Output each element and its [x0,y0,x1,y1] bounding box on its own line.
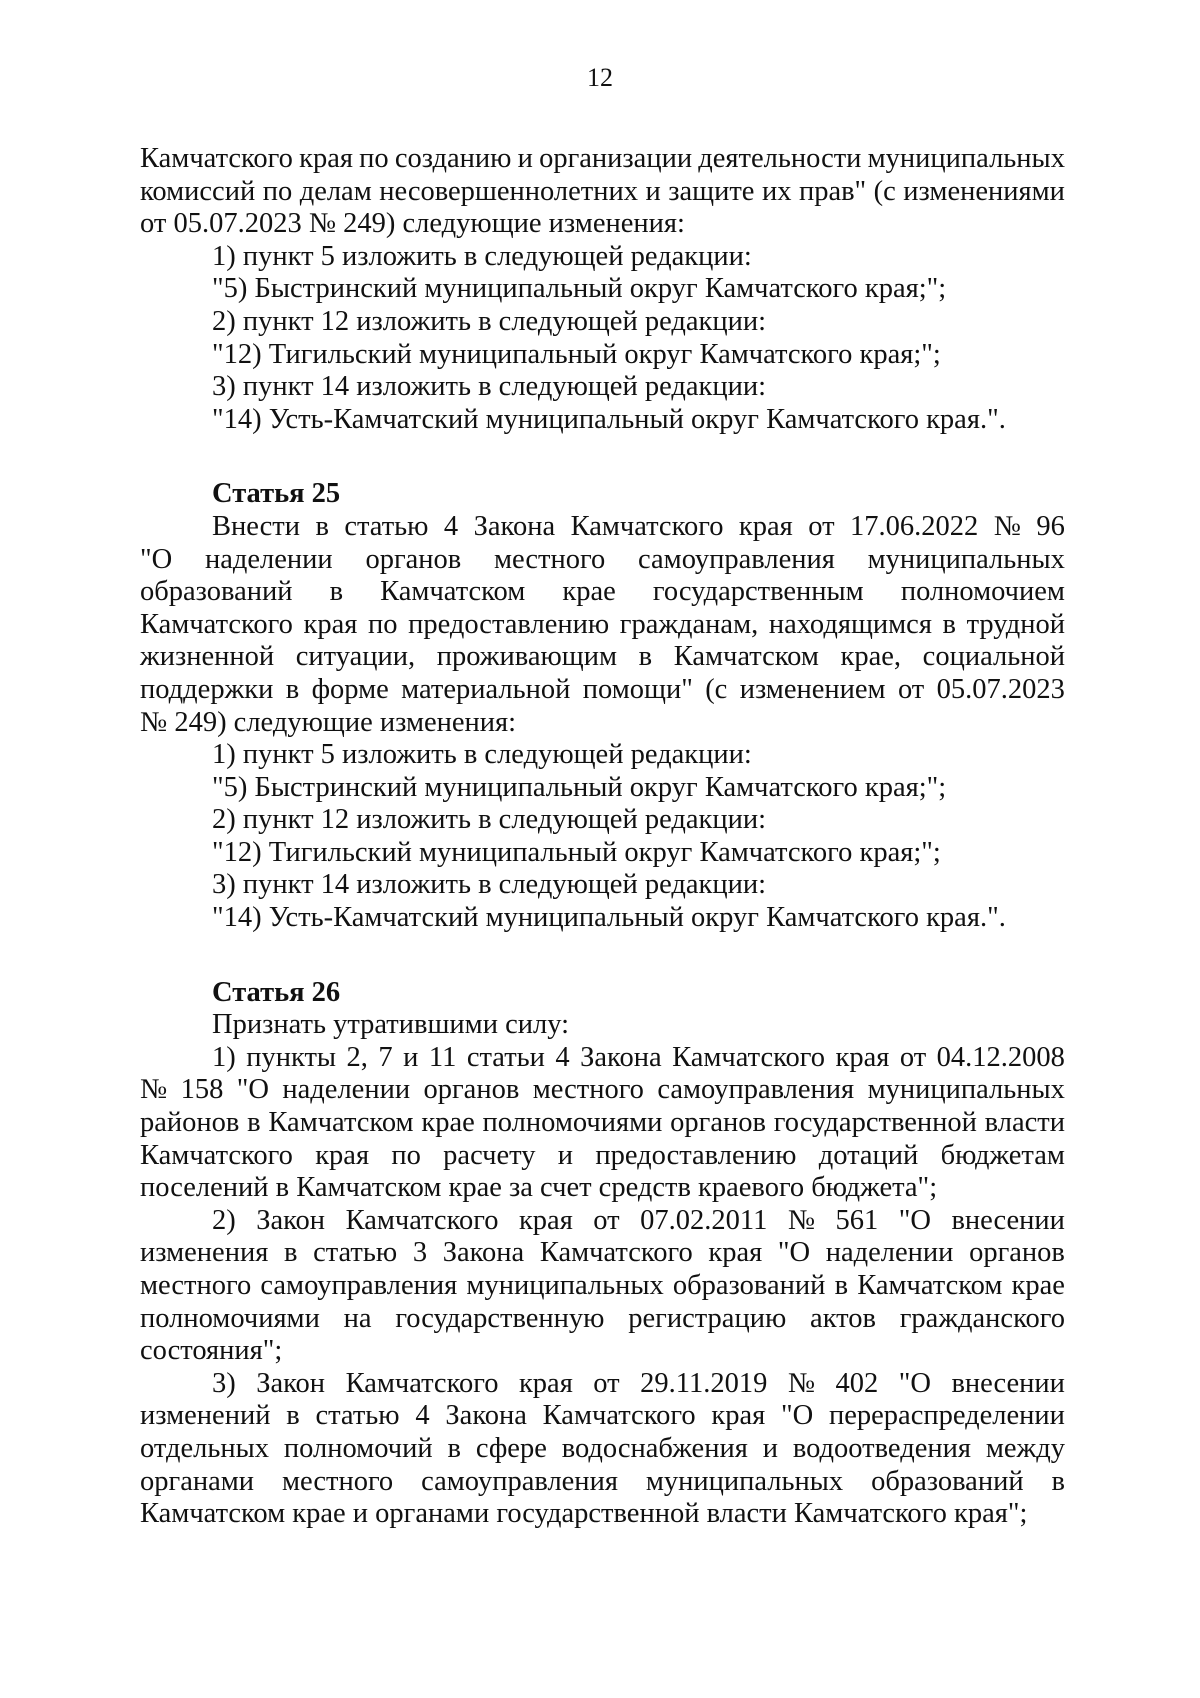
paragraph-line: состояния"; [140,1335,283,1367]
paragraph-line: Камчатского края по расчету и предоставлению дотаций бюджетам [140,1139,1065,1171]
list-item: "5) Быстринский муниципальный округ Камчатского края;"; [212,771,947,803]
paragraph-line: Внести в статью 4 Закона Камчатского края от 17.06.2022 № 96 [212,510,1065,542]
list-item: "5) Быстринский муниципальный округ Камчатского края;"; [212,273,947,305]
page-number: 12 [587,63,613,92]
paragraph-line: изменения в статью 3 Закона Камчатского края "О наделении органов [140,1237,1065,1269]
paragraph-line: Камчатском крае и органами государственной власти Камчатского края"; [140,1498,1028,1530]
list-item: 3) пункт 14 изложить в следующей редакции: [212,371,767,403]
list-item: 1) пункт 5 изложить в следующей редакции: [212,739,752,771]
list-item: 2) пункт 12 изложить в следующей редакции: [212,804,767,836]
article-26-heading: Статья 26 [212,976,341,1008]
list-item: "14) Усть-Камчатский муниципальный округ Камчатского края.". [212,902,1006,934]
paragraph-line: жизненной ситуации, проживающим в Камчатском крае, социальной [140,641,1065,673]
paragraph-line: отдельных полномочий в сфере водоснабжения и водоотведения между [140,1432,1065,1464]
paragraph-line: поддержки в форме материальной помощи" (с изменением от 05.07.2023 [140,673,1065,705]
list-item: "12) Тигильский муниципальный округ Камчатского края;"; [212,338,941,370]
paragraph-line: органами местного самоуправления муниципальных образований в [140,1465,1065,1497]
paragraph-line: "О наделении органов местного самоуправления муниципальных [140,543,1065,575]
spacer [140,436,1065,478]
paragraph-line: комиссий по делам несовершеннолетних и защите их прав" (с изменениями [140,175,1065,207]
paragraph-line: Камчатского края по предоставлению гражданам, находящимся в трудной [140,608,1065,640]
paragraph-line: изменений в статью 4 Закона Камчатского края "О перераспределении [140,1400,1065,1432]
paragraph-line: 1) пункты 2, 7 и 11 статьи 4 Закона Камчатского края от 04.12.2008 [212,1041,1065,1073]
paragraph-line: Камчатского края по созданию и организации деятельности муниципальных [140,143,1065,174]
paragraph-line: полномочиями на государственную регистрацию актов гражданского [140,1302,1065,1334]
document-body [140,143,1065,1531]
list-item: 3) пункт 14 изложить в следующей редакции: [212,869,767,901]
list-item: 2) пункт 12 изложить в следующей редакции: [212,305,767,337]
paragraph-line: 3) Закон Камчатского края от 29.11.2019 № 402 "О внесении [212,1367,1065,1399]
list-item: "12) Тигильский муниципальный округ Камчатского края;"; [212,836,941,868]
list-item: "14) Усть-Камчатский муниципальный округ Камчатского края.". [212,403,1006,435]
paragraph-line: Признать утратившими силу: [212,1009,569,1041]
paragraph-line: образований в Камчатском крае государственным полномочием [140,576,1065,608]
paragraph-line: от 05.07.2023 № 249) следующие изменения: [140,208,685,240]
paragraph-line: № 158 "О наделении органов местного самоуправления муниципальных [140,1074,1065,1106]
paragraph-line: районов в Камчатском крае полномочиями органов государственной власти [140,1107,1065,1139]
paragraph-line: № 249) следующие изменения: [140,706,517,738]
paragraph-line: местного самоуправления муниципальных образований в Камчатском крае [140,1270,1065,1301]
paragraph-line: поселений в Камчатском крае за счет средств краевого бюджета"; [140,1172,938,1204]
spacer [140,935,1065,977]
article-25-heading: Статья 25 [212,478,341,510]
paragraph-line: 2) Закон Камчатского края от 07.02.2011 № 561 "О внесении [212,1204,1065,1236]
list-item: 1) пункт 5 изложить в следующей редакции: [212,240,752,272]
